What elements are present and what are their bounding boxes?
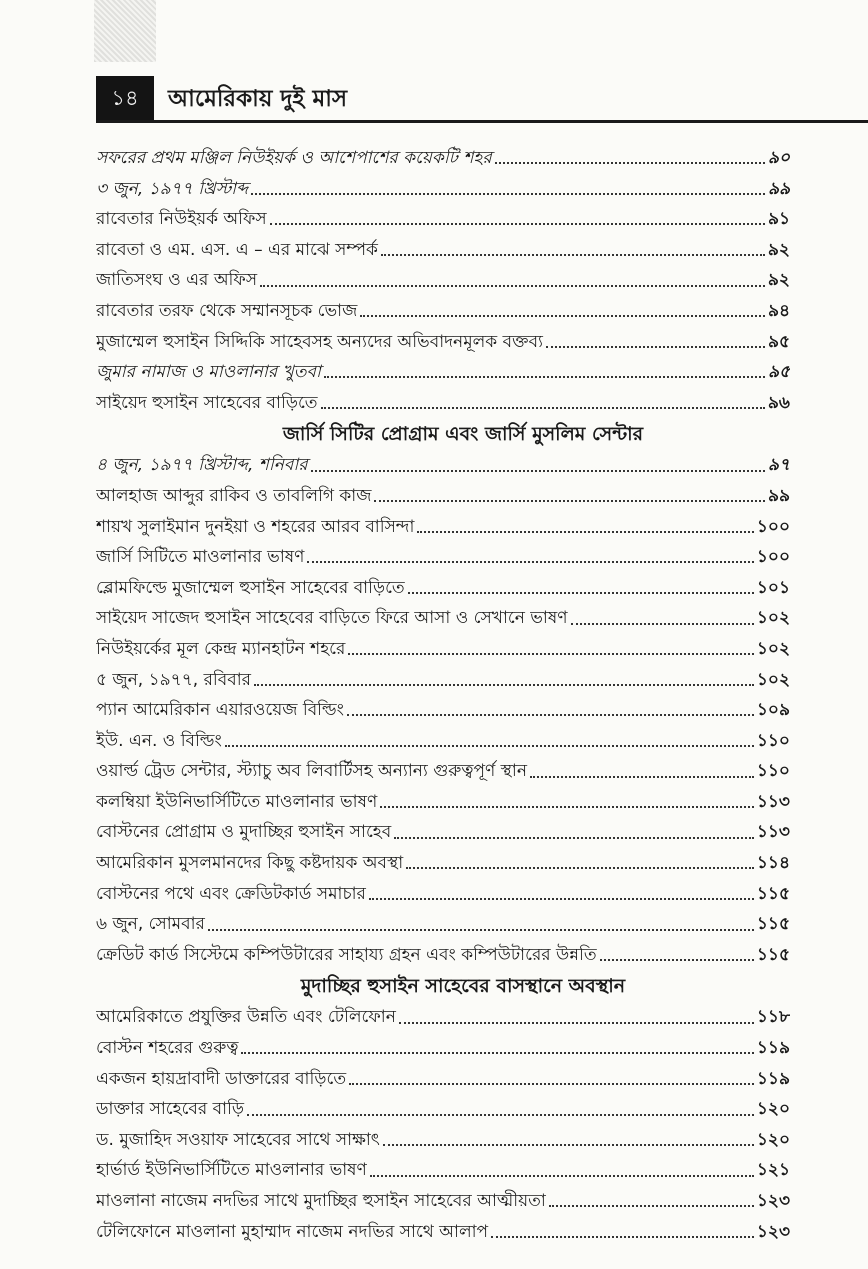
dot-leader	[208, 929, 754, 931]
toc-entry-page: ১০৯	[756, 700, 790, 721]
toc-entry-title: সাইয়েদ হুসাইন সাহেবের বাড়িতে	[96, 392, 318, 413]
dot-leader	[495, 162, 765, 164]
toc-entry-title: ৪ জুন, ১৯৭৭ খ্রিস্টাব্দ, শনিবার	[96, 455, 308, 476]
toc-entry-title: সাইয়েদ সাজেদ হুসাইন সাহেবের বাড়িতে ফিরে আসা ও সেখানে ভাষণ	[96, 608, 568, 629]
toc-entry-page: ১১০	[756, 730, 790, 751]
toc-entry	[96, 665, 790, 696]
page-number: ১৪	[96, 76, 154, 120]
toc-entry	[96, 327, 790, 358]
table-of-contents	[96, 143, 790, 1247]
toc-entry	[96, 388, 790, 419]
toc-entry	[96, 573, 790, 604]
page-corner-texture	[94, 0, 156, 62]
toc-entry	[96, 1217, 790, 1248]
toc-entry-page: ১০২	[756, 638, 790, 659]
toc-entry-title: রাবেতার নিউইয়র্ক অফিস	[96, 209, 267, 230]
dot-leader	[374, 500, 765, 502]
dot-leader	[383, 1144, 754, 1146]
toc-entry-title: ৬ জুন, সোমবার	[96, 914, 205, 935]
toc-entry	[96, 1033, 790, 1064]
toc-entry	[96, 512, 790, 543]
toc-entry-title: কলম্বিয়া ইউনিভার্সিটিতে মাওলানার ভাষণ	[96, 791, 378, 812]
dot-leader	[546, 346, 765, 348]
toc-entry	[96, 1064, 790, 1095]
toc-entry-page: ৯৯	[767, 178, 790, 199]
toc-entry-title: শায়খ সুলাইমান দুনইয়া ও শহরের আরব বাসিন্দা	[96, 516, 415, 537]
toc-entry-page: ৯০	[767, 148, 790, 168]
toc-entry-title: প্যান আমেরিকান এয়ারওয়েজ বিল্ডিং	[96, 700, 344, 721]
toc-entry-page: ১২০	[756, 1099, 790, 1120]
toc-entry-title: টেলিফোনে মাওলানা মুহাম্মাদ নাজেম নদভির সাথে আলাপ	[96, 1221, 489, 1242]
toc-entry	[96, 204, 790, 235]
dot-leader	[324, 376, 765, 378]
toc-entry-page: ১০১	[756, 577, 790, 598]
toc-entry-title: হার্ভার্ড ইউনিভার্সিটিতে মাওলানার ভাষণ	[96, 1160, 367, 1181]
dot-leader	[254, 684, 754, 686]
toc-entry-page: ১২১	[756, 1160, 790, 1181]
toc-entry-title: আমেরিকাতে প্রযুক্তির উন্নতি এবং টেলিফোন	[96, 1007, 396, 1028]
toc-entry	[96, 1186, 790, 1217]
toc-entry	[96, 174, 790, 205]
toc-entry-page: ৯৯	[767, 485, 790, 506]
toc-entry-title: জার্সি সিটিতে মাওলানার ভাষণ	[96, 547, 305, 568]
toc-entry-page: ৯৭	[767, 455, 790, 476]
dot-leader	[270, 223, 765, 225]
dot-leader	[251, 193, 765, 195]
toc-entry-page: ১১৫	[756, 883, 790, 904]
toc-entry	[96, 787, 790, 818]
toc-entry-page: ১০২	[756, 608, 790, 629]
toc-entry	[96, 143, 790, 174]
dot-leader	[348, 653, 754, 655]
toc-entry	[96, 357, 790, 388]
dot-leader	[311, 470, 765, 472]
toc-entry-page: ১১৪	[756, 853, 790, 874]
toc-entry-page: ৯৫	[767, 331, 790, 352]
toc-entry-page: ১১৯	[756, 1068, 790, 1089]
dot-leader	[417, 531, 753, 533]
toc-entry-title: আমেরিকান মুসলমানদের কিছু কষ্টদায়ক অবস্থা	[96, 853, 404, 874]
dot-leader	[380, 806, 754, 808]
dot-leader	[349, 1083, 754, 1085]
toc-entry	[96, 603, 790, 634]
toc-entry-title: সফরের প্রথম মঞ্জিল নিউইয়র্ক ও আশেপাশের কয়েকটি শহর	[96, 148, 492, 168]
toc-entry	[96, 1155, 790, 1186]
dot-leader	[571, 623, 754, 625]
dot-leader	[321, 407, 765, 409]
toc-entry-page: ৯৪	[767, 300, 790, 321]
toc-entry-title: ইউ. এন. ও বিল্ডিং	[96, 730, 222, 751]
dot-leader	[225, 745, 754, 747]
toc-entry-title: জুমার নামাজ ও মাওলানার খুতবা	[96, 362, 321, 383]
toc-entry-page: ১০০	[756, 516, 790, 537]
toc-entry-title: বোস্টন শহরের গুরুত্ব	[96, 1038, 239, 1059]
dot-leader	[307, 561, 753, 563]
toc-entry-page: ১১০	[756, 761, 790, 782]
dot-leader	[491, 1236, 754, 1238]
dot-leader	[260, 285, 765, 287]
toc-entry-title: একজন হায়দ্রাবাদী ডাক্তারের বাড়িতে	[96, 1068, 347, 1089]
toc-entry	[96, 450, 790, 481]
toc-entry-title: রাবেতার তরফ থেকে সম্মানসূচক ভোজ	[96, 300, 358, 321]
toc-entry	[96, 634, 790, 665]
dot-leader	[360, 315, 765, 317]
dot-leader	[381, 254, 765, 256]
toc-entry-title: বোস্টনের প্রোগ্রাম ও মুদাচ্ছির হুসাইন সাহেব	[96, 822, 392, 843]
toc-entry-page: ১১৫	[756, 914, 790, 935]
dot-leader	[370, 1175, 754, 1177]
toc-entry	[96, 848, 790, 879]
toc-entry	[96, 940, 790, 971]
toc-entry-page: ১২০	[756, 1129, 790, 1150]
toc-entry-page: ৯৬	[767, 392, 790, 413]
toc-entry-page: ১১৮	[756, 1007, 790, 1028]
dot-leader	[247, 1114, 754, 1116]
toc-entry	[96, 1002, 790, 1033]
section-heading: জার্সি সিটির প্রোগ্রাম এবং জার্সি মুসলিম সেন্টার	[282, 423, 644, 446]
toc-entry-title: ৫ জুন, ১৯৭৭, রবিবার	[96, 669, 251, 690]
page-header	[96, 76, 868, 123]
toc-entry-page: ১০০	[756, 547, 790, 568]
toc-entry-page: ১১৩	[756, 822, 790, 843]
toc-entry-title: মাওলানা নাজেম নদভির সাথে মুদাচ্ছির হুসাইন সাহেবের আত্মীয়তা	[96, 1191, 546, 1211]
toc-entry-page: ১১৩	[756, 791, 790, 812]
dot-leader	[241, 1052, 753, 1054]
toc-entry-page: ৯৫	[767, 362, 790, 383]
dot-leader	[394, 837, 754, 839]
toc-entry-page: ১২৩	[756, 1221, 790, 1242]
toc-entry-title: ক্রেডিট কার্ড সিস্টেমে কম্পিউটারের সাহায্য গ্রহন এবং কম্পিউটারের উন্নতি	[96, 944, 597, 965]
toc-entry	[96, 542, 790, 573]
dot-leader	[369, 898, 754, 900]
toc-entry	[96, 756, 790, 787]
toc-entry-page: ৯২	[767, 270, 790, 291]
toc-entry	[96, 1094, 790, 1125]
toc-entry	[96, 296, 790, 327]
toc-entry-title: ৩ জুন, ১৯৭৭ খ্রিস্টাব্দ	[96, 178, 249, 199]
toc-entry-title: নিউইয়র্কের মূল কেন্দ্র ম্যানহাটন শহরে	[96, 638, 346, 659]
dot-leader	[408, 592, 754, 594]
toc-entry-page: ১২৩	[756, 1191, 790, 1211]
toc-entry	[96, 817, 790, 848]
toc-entry-title: ওয়ার্ল্ড ট্রেড সেন্টার, স্ট্যাচু অব লিবার্টিসহ অন্যান্য গুরুত্বপূর্ণ স্থান	[96, 761, 527, 782]
toc-entry-title: আলহাজ আব্দুর রাকিব ও তাবলিগি কাজ	[96, 485, 372, 506]
toc-entry-title: ব্লোমফিল্ডে মুজাম্মেল হুসাইন সাহেবের বাড়িতে	[96, 577, 405, 598]
toc-entry-page: ৯২	[767, 239, 790, 260]
toc-entry-title: রাবেতা ও এম. এস. এ – এর মাঝে সম্পর্ক	[96, 239, 378, 260]
toc-entry	[96, 265, 790, 296]
toc-entry-title: মুজাম্মেল হুসাইন সিদ্দিকি সাহেবসহ অন্যদের অভিবাদনমূলক বক্তব্য	[96, 331, 543, 352]
toc-entry	[96, 909, 790, 940]
dot-leader	[347, 714, 754, 716]
toc-entry-title: ড. মুজাহিদ সওয়াফ সাহেবের সাথে সাক্ষাৎ	[96, 1129, 380, 1150]
book-title: আমেরিকায় দুই মাস	[168, 86, 348, 112]
dot-leader	[549, 1205, 754, 1207]
dot-leader	[399, 1022, 754, 1024]
dot-leader	[600, 959, 754, 961]
toc-entry	[96, 695, 790, 726]
toc-entry	[96, 1125, 790, 1156]
toc-entry-title: ডাক্তার সাহেবের বাড়ি	[96, 1099, 245, 1120]
section-heading: মুদাচ্ছির হুসাইন সাহেবের বাসস্থানে অবস্থান	[300, 975, 626, 998]
toc-entry-page: ১১৫	[756, 944, 790, 965]
toc-entry-title: বোস্টনের পথে এবং ক্রেডিটকার্ড সমাচার	[96, 883, 366, 904]
toc-entry-page: ১১৯	[756, 1038, 790, 1059]
toc-entry	[96, 235, 790, 266]
toc-entry	[96, 481, 790, 512]
dot-leader	[406, 867, 754, 869]
dot-leader	[530, 776, 754, 778]
toc-entry-title: জাতিসংঘ ও এর অফিস	[96, 270, 258, 291]
toc-entry	[96, 879, 790, 910]
toc-entry-page: ৯১	[767, 209, 790, 230]
toc-entry	[96, 726, 790, 757]
toc-entry-page: ১০২	[756, 669, 790, 690]
